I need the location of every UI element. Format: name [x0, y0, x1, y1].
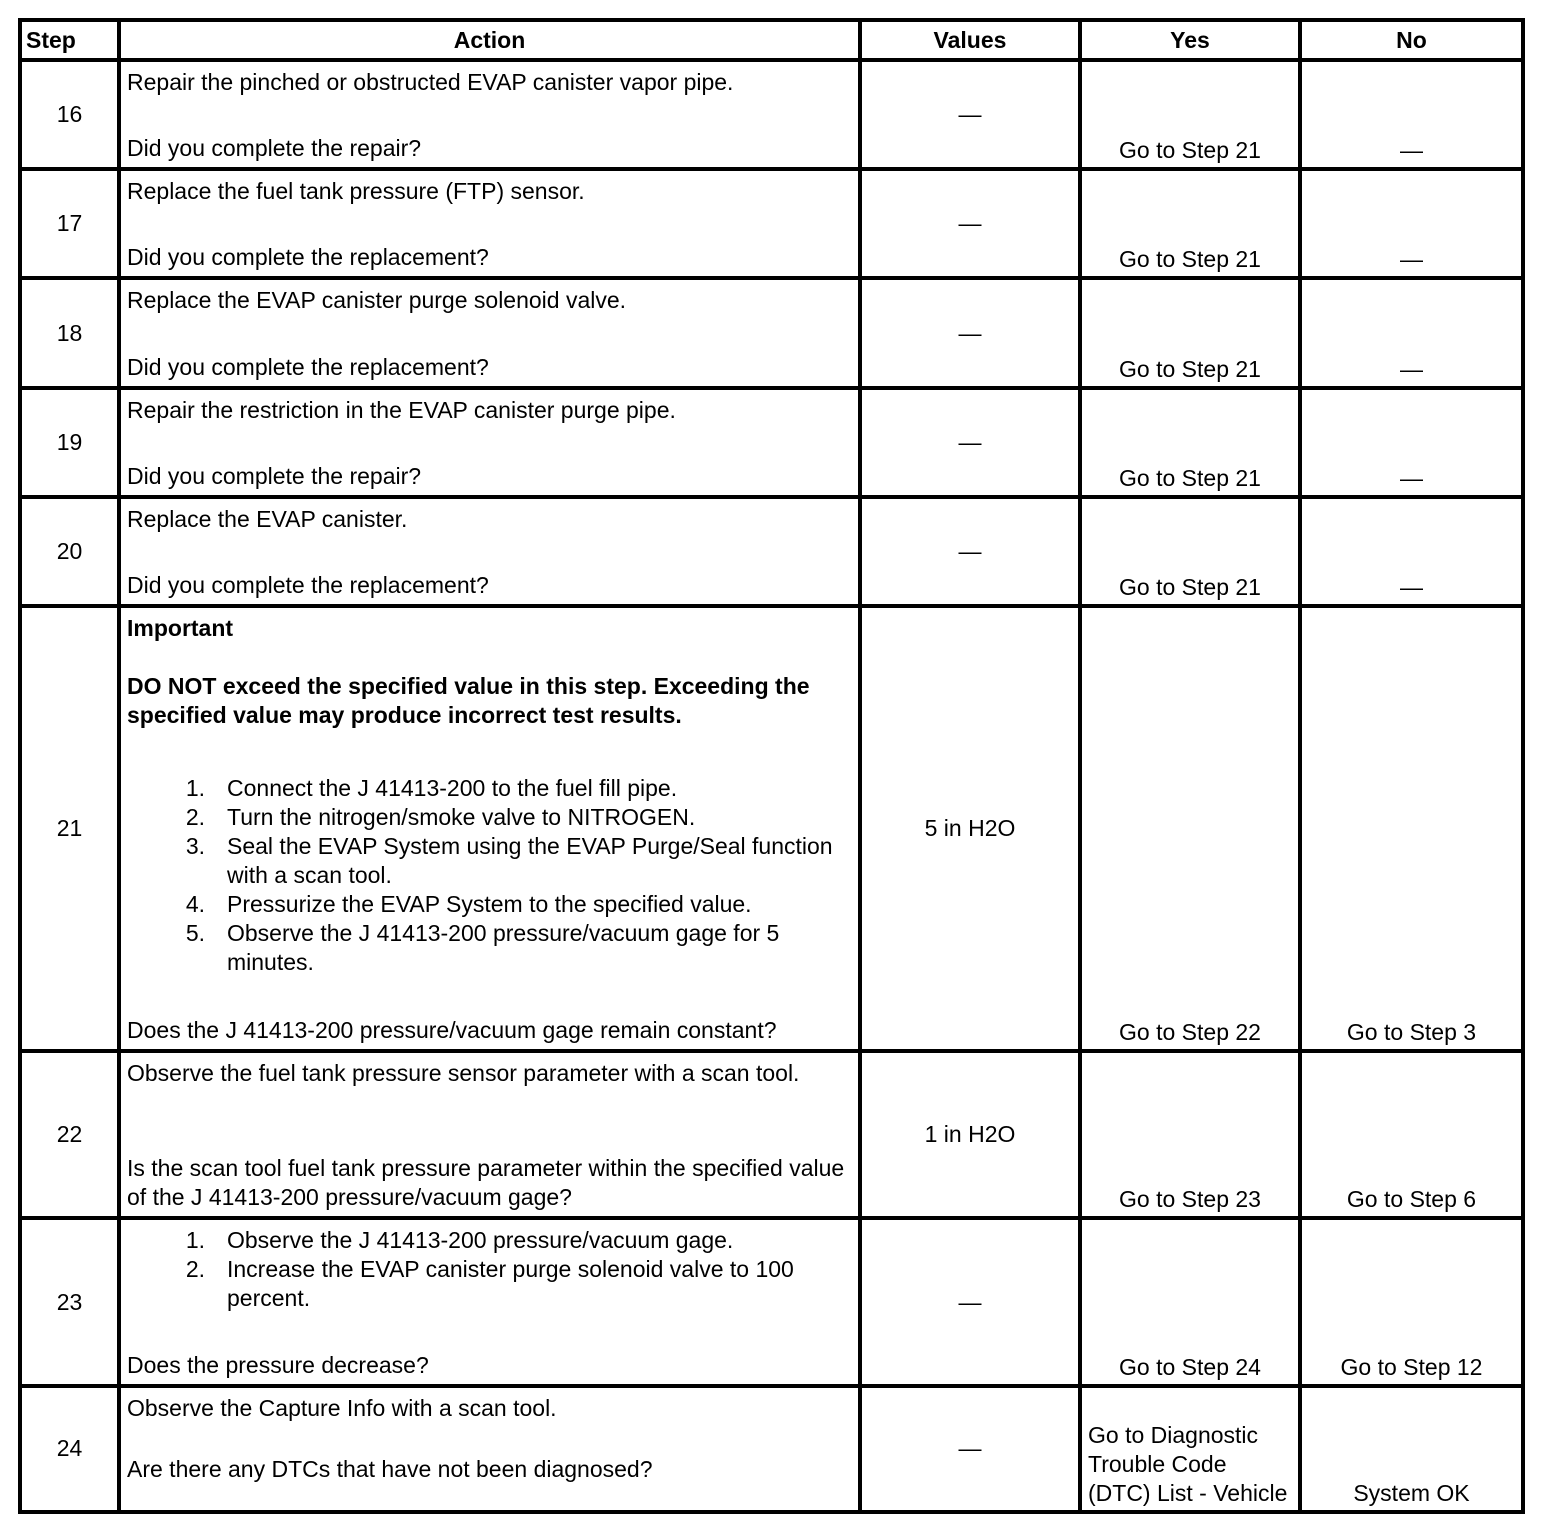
no-value: System OK	[1353, 1480, 1470, 1506]
table-row	[20, 278, 1523, 387]
no-cell	[1300, 1386, 1523, 1512]
warning-text: DO NOT exceed the specified value in this step. Exceeding the specified value may produce incorrect test results.	[127, 673, 810, 729]
step-number: 21	[20, 606, 119, 1051]
table-row	[20, 60, 1523, 169]
yes-link[interactable]: Go to Step 21	[1119, 574, 1261, 601]
table-row	[20, 1051, 1523, 1218]
yes-link[interactable]: Go to Step 24	[1119, 1353, 1261, 1380]
step-number: 16	[20, 60, 119, 169]
no-link[interactable]: Go to Step 12	[1340, 1353, 1483, 1380]
action-text: Repair the restriction in the EVAP canister purge pipe.	[127, 396, 676, 423]
list-item: 4. Pressurize the EVAP System to the specified value.	[185, 891, 752, 918]
yes-cell	[1080, 1386, 1300, 1512]
values-cell: —	[860, 497, 1080, 606]
action-question: Does the pressure decrease?	[127, 1351, 429, 1378]
yes-link[interactable]: Go to Step 23	[1119, 1186, 1261, 1213]
procedure-list	[127, 1226, 852, 1313]
no-link[interactable]: Go to Step 6	[1346, 1186, 1477, 1213]
step-number: 24	[20, 1386, 119, 1512]
no-value: —	[1400, 355, 1423, 382]
action-question: Are there any DTCs that have not been diagnosed?	[127, 1456, 653, 1482]
step-number: 18	[20, 278, 119, 387]
no-cell	[1300, 1218, 1523, 1385]
header-action: Action	[119, 20, 860, 60]
yes-link[interactable]: Go to Step 21	[1119, 246, 1261, 273]
yes-cell	[1080, 606, 1300, 1051]
action-question: Did you complete the replacement?	[127, 244, 489, 271]
action-question: Did you complete the replacement?	[127, 353, 489, 380]
table-row	[20, 1386, 1523, 1512]
list-item: 3. Seal the EVAP System using the EVAP Purge/Seal function with a scan tool.	[185, 833, 833, 889]
action-question: Did you complete the replacement?	[127, 572, 489, 599]
yes-cell	[1080, 497, 1300, 606]
step-number: 19	[20, 388, 119, 497]
yes-link[interactable]: Go to Step 21	[1119, 464, 1261, 491]
table-row	[20, 169, 1523, 278]
yes-cell	[1080, 278, 1300, 387]
step-number: 23	[20, 1218, 119, 1385]
yes-link[interactable]: Go to Step 22	[1119, 1019, 1261, 1045]
table-row	[20, 388, 1523, 497]
no-cell	[1300, 606, 1523, 1051]
header-no: No	[1300, 20, 1523, 60]
diagnostic-table	[18, 18, 1525, 1514]
action-cell	[119, 169, 860, 278]
header-yes: Yes	[1080, 20, 1300, 60]
list-item: 1. Connect the J 41413-200 to the fuel fill pipe.	[185, 775, 678, 802]
yes-cell	[1080, 388, 1300, 497]
step-number: 17	[20, 169, 119, 278]
no-cell	[1300, 388, 1523, 497]
action-question: Did you complete the repair?	[127, 462, 422, 489]
action-cell	[119, 388, 860, 497]
table-row	[20, 1218, 1523, 1385]
table-row	[20, 497, 1523, 606]
table-row	[20, 606, 1523, 1051]
action-text: Replace the EVAP canister purge solenoid valve.	[127, 287, 627, 314]
values-cell: —	[860, 60, 1080, 169]
action-cell	[119, 497, 860, 606]
values-cell: 1 in H2O	[860, 1051, 1080, 1218]
action-question: Did you complete the repair?	[127, 135, 422, 162]
action-cell	[119, 606, 860, 1051]
list-item: 2. Increase the EVAP canister purge solenoid valve to 100 percent.	[185, 1256, 794, 1312]
no-cell	[1300, 278, 1523, 387]
no-cell	[1300, 60, 1523, 169]
action-cell	[119, 278, 860, 387]
action-text: Observe the fuel tank pressure sensor parameter with a scan tool.	[127, 1060, 800, 1086]
important-heading: Important	[127, 615, 234, 642]
action-text: Replace the EVAP canister.	[127, 505, 408, 532]
no-value: —	[1400, 574, 1423, 601]
no-cell	[1300, 497, 1523, 606]
yes-cell	[1080, 1218, 1300, 1385]
action-text: Replace the fuel tank pressure (FTP) sensor.	[127, 178, 585, 205]
list-item: 1. Observe the J 41413-200 pressure/vacuum gage.	[185, 1227, 734, 1254]
action-cell	[119, 1386, 860, 1512]
no-cell	[1300, 169, 1523, 278]
yes-cell	[1080, 60, 1300, 169]
action-cell	[119, 1218, 860, 1385]
values-cell: 5 in H2O	[860, 606, 1080, 1051]
action-text: Repair the pinched or obstructed EVAP canister vapor pipe.	[127, 69, 734, 95]
values-cell: —	[860, 169, 1080, 278]
header-step: Step	[20, 20, 119, 60]
action-question: Does the J 41413-200 pressure/vacuum gage remain constant?	[127, 1017, 777, 1043]
values-cell: —	[860, 1218, 1080, 1385]
yes-link[interactable]: Go to Step 21	[1119, 137, 1261, 164]
header-row	[20, 20, 1523, 60]
step-number: 22	[20, 1051, 119, 1218]
action-question: Is the scan tool fuel tank pressure parameter within the specified value of the J 41413-200 pressure/vacuum gage?	[127, 1155, 845, 1211]
yes-cell	[1080, 1051, 1300, 1218]
values-cell: —	[860, 388, 1080, 497]
no-link[interactable]: Go to Step 3	[1346, 1019, 1477, 1045]
list-item: 2. Turn the nitrogen/smoke valve to NITROGEN.	[185, 804, 696, 831]
yes-cell	[1080, 169, 1300, 278]
step-number: 20	[20, 497, 119, 606]
list-item: 5. Observe the J 41413-200 pressure/vacuum gage for 5 minutes.	[185, 920, 780, 976]
procedure-list	[127, 774, 852, 977]
yes-link[interactable]: Go to Diagnostic Trouble Code (DTC) List - Vehicle	[1088, 1422, 1288, 1506]
values-cell: —	[860, 278, 1080, 387]
header-values: Values	[860, 20, 1080, 60]
no-value: —	[1400, 464, 1423, 491]
no-value: —	[1400, 246, 1423, 273]
no-value: —	[1400, 137, 1423, 164]
yes-link[interactable]: Go to Step 21	[1119, 355, 1261, 382]
values-cell: —	[860, 1386, 1080, 1512]
no-cell	[1300, 1051, 1523, 1218]
action-cell	[119, 60, 860, 169]
action-cell	[119, 1051, 860, 1218]
action-text: Observe the Capture Info with a scan tool.	[127, 1394, 557, 1421]
